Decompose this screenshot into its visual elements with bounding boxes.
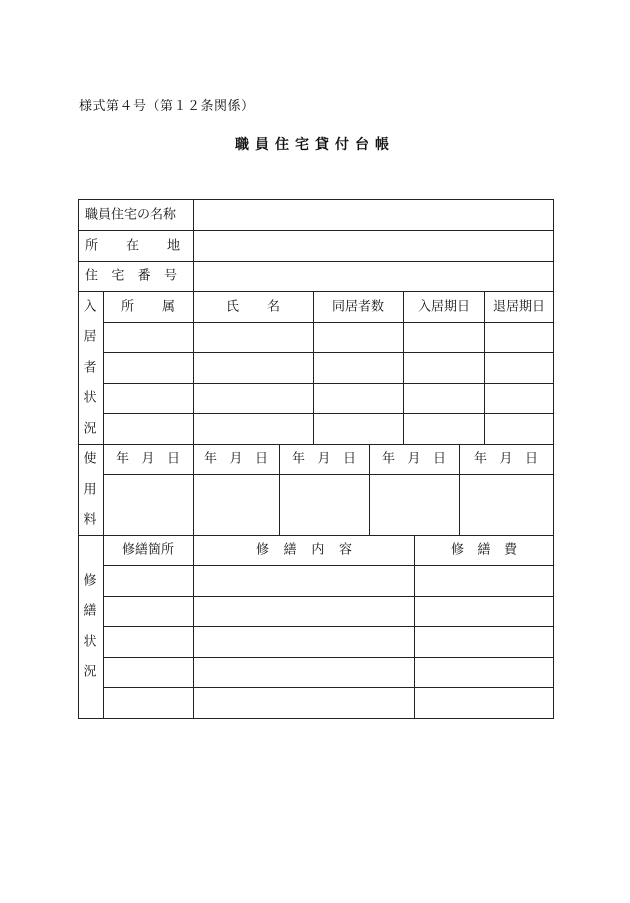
row-label-housing-name: 職員住宅の名称 [85,207,177,223]
label-char: 宅 [111,268,125,284]
residents-label-char: 居 [83,329,97,345]
header-repair-place: 修繕箇所 [121,542,175,558]
header-char: 修 [256,542,270,558]
header-char: 繕 [477,542,491,558]
document-title: 職員住宅貸付台帳 [235,137,395,153]
residents-label-char: 入 [83,299,97,315]
fee-label-char: 料 [83,512,97,528]
ledger-table [78,199,554,719]
row-label-housing-number [85,270,177,283]
header-repair-content [256,544,352,557]
header-char: 所 [121,299,135,315]
header-char: 名 [266,299,280,315]
row-label-location [85,240,180,253]
header-char: 容 [338,542,352,558]
header-name [226,301,280,314]
residents-label-char: 者 [83,360,97,376]
date-part: 月 [407,451,421,467]
header-move-out-date: 退居期日 [492,299,546,315]
date-part: 年 [204,451,218,467]
label-char: 号 [163,268,177,284]
date-part: 日 [254,451,268,467]
label-char: 所 [85,238,99,254]
fee-date-header [292,453,356,466]
date-part: 月 [141,451,155,467]
residents-label-char: 況 [83,421,97,437]
date-part: 日 [342,451,356,467]
date-part: 年 [116,451,130,467]
repair-label-char: 状 [83,634,97,650]
header-repair-cost [451,544,517,557]
form-number: 様式第４号（第１２条関係） [79,99,255,114]
header-char: 氏 [226,299,240,315]
date-part: 年 [382,451,396,467]
header-affiliation [121,301,175,314]
header-char: 修 [451,542,465,558]
residents-label-char: 状 [83,390,97,406]
date-part: 年 [474,451,488,467]
fee-label-char: 使 [83,451,97,467]
label-char: 在 [125,238,139,254]
fee-date-header [382,453,446,466]
label-char: 住 [85,268,99,284]
date-part: 年 [292,451,306,467]
date-part: 日 [166,451,180,467]
repair-label-char: 繕 [83,603,97,619]
label-char: 地 [166,238,180,254]
fee-date-header [204,453,268,466]
header-char: 費 [503,542,517,558]
date-part: 月 [499,451,513,467]
header-char: 属 [161,299,175,315]
date-part: 月 [317,451,331,467]
date-part: 月 [229,451,243,467]
label-char: 番 [137,268,151,284]
fee-date-header [116,453,180,466]
fee-date-header [474,453,538,466]
repair-label-char: 況 [83,664,97,680]
date-part: 日 [524,451,538,467]
header-char: 繕 [283,542,297,558]
repair-label-char: 修 [83,573,97,589]
date-part: 日 [432,451,446,467]
header-move-in-date: 入居期日 [417,299,471,315]
header-household-count: 同居者数 [331,299,385,315]
fee-label-char: 用 [83,482,97,498]
header-char: 内 [311,542,325,558]
